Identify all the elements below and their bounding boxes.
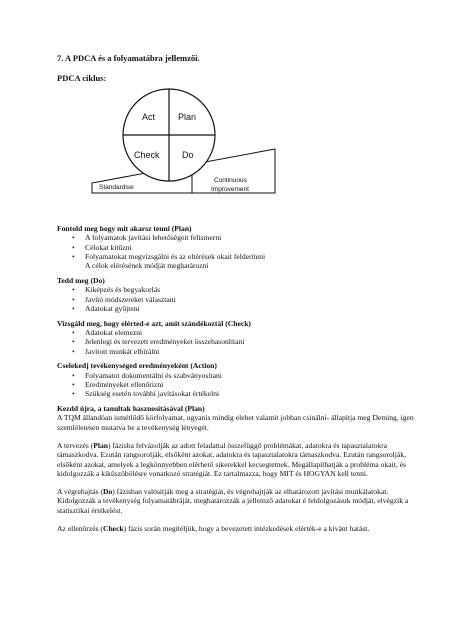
list-item: • Eredményeket ellenőrizni [57,380,427,389]
do-section [57,276,427,313]
check-paragraph [57,524,427,533]
paragraph-text: ) fázisba felvázolják az adott feladattal összefüggő problémákat, adatokra és tapasztalatokra támaszkodva. Ezután rangsorolják, elsőként azokat, adatokra és tapasztalatokra támaszkodva. Ezután rangsorolják, elsőként azokat, amelyek a legkönnyebben elérhető sikerekkel kecsegtetnek. Megállapíthatják a probléma okait, és kidolgozzák a kiküszöbölésre vonatkozó stratégiát. Ez tartalmazza, hogy MIT és HOGYAN kell tenni. [57,440,406,478]
list-item: • A folyamatok javítási lehetőségeit felismerni [57,233,427,242]
do-label: Do [182,150,194,160]
paragraph-bold: Check [102,524,124,534]
list-item: • Javító módszereket választani [57,295,427,304]
action-section [57,361,427,398]
pdca-diagram [90,85,280,210]
paragraph-text: ) fázis során megítéljük, hogy a bevezetett intézkedések elérték-e a kívánt hatást. [123,524,370,534]
plan-label: Plan [178,112,197,122]
paragraph-text: A tervezés ( [57,440,94,450]
list-item: • Kiképzés és begyakorlás [57,285,427,294]
paragraph-text: ) fázisban valósítják meg a stratégiát, és végrehajtják az elhatározott javítási munkálatokat. Kidolgozzák a tevékenység folyamatábráját, meghatározzák a jellemző adatokat é feldolgozásuk módját, elvégzik a statisztikai értékelést. [57,487,409,515]
list-item: • Folyamatot dokumentálni és szabványosítani [57,371,427,380]
section-heading: 7. A PDCA és a folyamatábra jellemzői. [57,53,200,63]
check-label: Check [134,150,160,160]
list-item: • Adatokat elemezni [57,328,427,337]
list-item: • Célokat kitűzni [57,243,427,252]
check-section-title: Vizsgáld meg, hogy elérted-e azt, amit szándékoztál (Check) [57,318,251,328]
pdca-subheading: PDCA ciklus: [57,73,107,83]
action-section-title: Cselekedj tevékenységed eredményeként (Action) [57,361,217,371]
restart-section [57,404,427,432]
plan-section-title: Fontold meg hogy mit akarsz tenni (Plan) [57,224,192,233]
list-item-continuation: A célok elérésének módját meghatározni [85,261,209,271]
do-list [57,285,427,313]
paragraph-bold: Plan [93,440,109,450]
list-item: • Javított munkát elbírálni [57,347,427,356]
act-label: Act [142,112,156,122]
list-item: • Szükség esetén további javításokat értékelni [57,389,427,398]
list-item: • Jelenlegi és tervezett eredményeket összehasonlítani [57,337,427,346]
standardise-label: Standardise [99,184,134,191]
list-item: • Folyamatokat megvizsgálni és az eltérések okait felderíteni [57,252,427,261]
plan-section [57,224,427,270]
plan-paragraph [57,441,427,478]
check-list [57,328,427,356]
continuous-label: Continuous [214,177,247,184]
paragraph-bold: Do [102,487,113,497]
action-list [57,371,427,399]
list-item: • Adatokat gyűjteni [57,304,427,313]
improvement-label: Improvement [211,186,249,193]
restart-text: A TQM állandóan ismétlődő körfolyamat, ugyanis mindig elehet valamit jobban csinálni- állapítja meg Deming, igen szemléletesen mutatva be a tevékenység lényegét. [57,413,414,432]
paragraph-text: A végrehajtás ( [57,487,103,497]
do-section-title: Tedd meg (Do) [57,275,105,285]
document-body [57,224,427,542]
paragraph-text: Az ellenőrzés ( [57,524,103,534]
check-section [57,319,427,356]
plan-list [57,233,427,270]
restart-section-title: Kezdd újra, a tanultak hasznosításával (Plan) [57,404,205,414]
do-paragraph [57,487,427,515]
